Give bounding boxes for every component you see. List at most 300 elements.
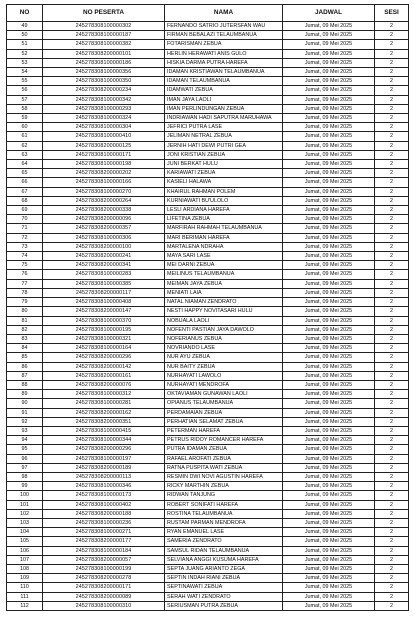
participant-number: 245278308100000281 [43,399,165,408]
schedule-date: Jumat, 09 Mei 2025 [283,500,375,509]
row-number: 103 [7,518,43,527]
row-number: 82 [7,325,43,334]
table-row [7,509,409,518]
schedule-date: Jumat, 09 Mei 2025 [283,482,375,491]
table-row [7,482,409,491]
table-row [7,22,409,31]
participant-number: 245278308200000357 [43,224,165,233]
session-number: 2 [375,160,409,169]
row-number: 81 [7,316,43,325]
table-row [7,472,409,481]
row-number: 93 [7,426,43,435]
participant-number: 245278308100000283 [43,270,165,279]
session-number: 2 [375,436,409,445]
session-number: 2 [375,298,409,307]
participant-name: MEILINUS TELAUMBANUA [165,270,283,279]
session-number: 2 [375,104,409,113]
table-row [7,390,409,399]
schedule-date: Jumat, 09 Mei 2025 [283,583,375,592]
participant-number: 245278308100000312 [43,390,165,399]
header-jadwal: JADWAL [283,5,375,22]
participant-name: MENIATI LAIA [165,288,283,297]
row-number: 79 [7,298,43,307]
participant-number: 245278308200000162 [43,408,165,417]
row-number: 71 [7,224,43,233]
participant-number: 245278308200000241 [43,252,165,261]
session-number: 2 [375,592,409,601]
participant-name: MEI DARNI ZEBUA [165,261,283,270]
schedule-date: Jumat, 09 Mei 2025 [283,279,375,288]
participant-name: RATNA PUSPITA WATI ZEBUA [165,463,283,472]
row-number: 58 [7,104,43,113]
participant-name: IDAMAN TELAUMBANUA [165,77,283,86]
table-row [7,316,409,325]
session-number: 2 [375,196,409,205]
participant-number: 245278308200000117 [43,288,165,297]
schedule-date: Jumat, 09 Mei 2025 [283,233,375,242]
table-row [7,261,409,270]
participant-number: 245278308200000147 [43,307,165,316]
participant-number: 245278308100000166 [43,178,165,187]
table-row [7,242,409,251]
session-number: 2 [375,187,409,196]
participant-name: NATAL NIAMAN ZENDRATO [165,298,283,307]
session-number: 2 [375,445,409,454]
row-number: 100 [7,491,43,500]
table-row [7,583,409,592]
participant-number: 245278308100000197 [43,454,165,463]
participant-number: 245278308100000344 [43,436,165,445]
table-row [7,279,409,288]
participant-number: 245278308100000186 [43,58,165,67]
table-row [7,601,409,610]
participant-number: 245278308100000356 [43,68,165,77]
table-row [7,206,409,215]
session-number: 2 [375,77,409,86]
schedule-date: Jumat, 09 Mei 2025 [283,518,375,527]
row-number: 65 [7,169,43,178]
participant-number: 245278308200000264 [43,196,165,205]
schedule-date: Jumat, 09 Mei 2025 [283,298,375,307]
session-number: 2 [375,362,409,371]
schedule-date: Jumat, 09 Mei 2025 [283,224,375,233]
participant-number: 245278308200000113 [43,472,165,481]
participant-number: 245278308100000199 [43,564,165,573]
table-row [7,454,409,463]
participant-name: ROBERT SONIFATI HAREFA [165,500,283,509]
participant-name: PUTRA IDAMAN ZEBUA [165,445,283,454]
schedule-date: Jumat, 09 Mei 2025 [283,307,375,316]
schedule-date: Jumat, 09 Mei 2025 [283,40,375,49]
table-row [7,187,409,196]
participant-roster-sheet [6,4,408,611]
schedule-date: Jumat, 09 Mei 2025 [283,537,375,546]
schedule-date: Jumat, 09 Mei 2025 [283,380,375,389]
row-number: 110 [7,583,43,592]
participant-name: KARIAWATI ZEBUA [165,169,283,178]
session-number: 2 [375,22,409,31]
table-row [7,31,409,40]
participant-number: 245278308200000161 [43,371,165,380]
session-number: 2 [375,334,409,343]
session-number: 2 [375,463,409,472]
participant-name: NOFENTI PASTIAN JAYA DAWOLO [165,325,283,334]
schedule-date: Jumat, 09 Mei 2025 [283,242,375,251]
schedule-date: Jumat, 09 Mei 2025 [283,325,375,334]
session-number: 2 [375,491,409,500]
row-number: 88 [7,380,43,389]
row-number: 106 [7,546,43,555]
schedule-date: Jumat, 09 Mei 2025 [283,564,375,573]
participant-number: 245278308200000057 [43,555,165,564]
participant-name: ROSTINA TELAUMBANUA [165,509,283,518]
participant-number: 245278308200000096 [43,215,165,224]
table-row [7,150,409,159]
schedule-date: Jumat, 09 Mei 2025 [283,22,375,31]
schedule-date: Jumat, 09 Mei 2025 [283,362,375,371]
schedule-date: Jumat, 09 Mei 2025 [283,592,375,601]
table-row [7,160,409,169]
participant-number: 245278308100000302 [43,22,165,31]
table-row [7,463,409,472]
table-row [7,555,409,564]
row-number: 94 [7,436,43,445]
participant-name: JONI KRISTIAN ZEBUA [165,150,283,159]
session-number: 2 [375,307,409,316]
participant-name: SAMERIA ZENDRATO [165,537,283,546]
schedule-date: Jumat, 09 Mei 2025 [283,150,375,159]
session-number: 2 [375,417,409,426]
row-number: 69 [7,206,43,215]
schedule-date: Jumat, 09 Mei 2025 [283,114,375,123]
row-number: 67 [7,187,43,196]
session-number: 2 [375,95,409,104]
row-number: 105 [7,537,43,546]
header-peserta: NO PESERTA [43,5,165,22]
table-row [7,252,409,261]
participant-name: LIFETINA ZEBUA [165,215,283,224]
participant-name: RAFAEL AROFATI ZEBUA [165,454,283,463]
session-number: 2 [375,233,409,242]
participant-number: 245278308200000202 [43,169,165,178]
header-nama: NAMA [165,5,283,22]
table-row [7,104,409,113]
participant-number: 245278308200000234 [43,86,165,95]
session-number: 2 [375,169,409,178]
schedule-date: Jumat, 09 Mei 2025 [283,601,375,610]
table-row [7,362,409,371]
row-number: 62 [7,141,43,150]
participant-number: 245278308200000125 [43,141,165,150]
session-number: 2 [375,353,409,362]
row-number: 91 [7,408,43,417]
table-row [7,417,409,426]
schedule-date: Jumat, 09 Mei 2025 [283,491,375,500]
participant-name: NOFERIANUS ZEBUA [165,334,283,343]
session-number: 2 [375,86,409,95]
session-number: 2 [375,141,409,150]
participant-name: PERHATIAN SELAMAT ZEBUA [165,417,283,426]
participant-number: 245278308100000382 [43,40,165,49]
row-number: 83 [7,334,43,343]
session-number: 2 [375,316,409,325]
participant-number: 245278308200000296 [43,445,165,454]
row-number: 73 [7,242,43,251]
row-number: 75 [7,261,43,270]
session-number: 2 [375,472,409,481]
schedule-date: Jumat, 09 Mei 2025 [283,261,375,270]
schedule-date: Jumat, 09 Mei 2025 [283,399,375,408]
participant-name: RIDWAN TANJUNG [165,491,283,500]
participant-name: HISKIA DARMA PUTRA HAREFA [165,58,283,67]
participant-number: 245278308100000171 [43,150,165,159]
row-number: 64 [7,160,43,169]
participant-name: HERLIN HERAWATI ANIS GULO [165,49,283,58]
participant-name: KHAIRUL RAHMAN POLEM [165,187,283,196]
participant-name: SERIUSMAN PUTRA ZEBUA [165,601,283,610]
table-row [7,380,409,389]
schedule-date: Jumat, 09 Mei 2025 [283,426,375,435]
schedule-date: Jumat, 09 Mei 2025 [283,141,375,150]
schedule-date: Jumat, 09 Mei 2025 [283,344,375,353]
schedule-date: Jumat, 09 Mei 2025 [283,334,375,343]
table-row [7,95,409,104]
session-number: 2 [375,325,409,334]
schedule-date: Jumat, 09 Mei 2025 [283,49,375,58]
row-number: 87 [7,371,43,380]
session-number: 2 [375,206,409,215]
participant-table [6,4,409,611]
session-number: 2 [375,454,409,463]
table-row [7,491,409,500]
row-number: 90 [7,399,43,408]
table-row [7,371,409,380]
participant-number: 245278308200000338 [43,206,165,215]
table-row [7,445,409,454]
session-number: 2 [375,583,409,592]
row-number: 78 [7,288,43,297]
schedule-date: Jumat, 09 Mei 2025 [283,528,375,537]
table-row [7,546,409,555]
row-number: 70 [7,215,43,224]
participant-name: SEPTINAWATI ZEBUA [165,583,283,592]
session-number: 2 [375,279,409,288]
participant-name: RESMIN DWI NOVI AGUSTIN HAREFA [165,472,283,481]
schedule-date: Jumat, 09 Mei 2025 [283,574,375,583]
session-number: 2 [375,49,409,58]
row-number: 53 [7,58,43,67]
table-row [7,114,409,123]
row-number: 84 [7,344,43,353]
session-number: 2 [375,380,409,389]
participant-number: 245278308100000350 [43,77,165,86]
session-number: 2 [375,574,409,583]
row-number: 98 [7,472,43,481]
table-row [7,68,409,77]
schedule-date: Jumat, 09 Mei 2025 [283,353,375,362]
session-number: 2 [375,224,409,233]
row-number: 85 [7,353,43,362]
participant-name: INDRIAWAN HADI SAPUTRA MARUHAWA [165,114,283,123]
row-number: 109 [7,574,43,583]
schedule-date: Jumat, 09 Mei 2025 [283,371,375,380]
table-row [7,233,409,242]
session-number: 2 [375,242,409,251]
participant-name: OPIANUS TELAUMBANUA [165,399,283,408]
participant-number: 245278308200000142 [43,362,165,371]
row-number: 112 [7,601,43,610]
session-number: 2 [375,564,409,573]
row-number: 61 [7,132,43,141]
schedule-date: Jumat, 09 Mei 2025 [283,454,375,463]
session-number: 2 [375,58,409,67]
participant-name: IMAN JAYA LAOLI [165,95,283,104]
row-number: 49 [7,22,43,31]
participant-number: 245278308200000177 [43,537,165,546]
participant-name: NURHAYATI LAWOLO [165,371,283,380]
participant-number: 245278308100000342 [43,95,165,104]
session-number: 2 [375,528,409,537]
row-number: 107 [7,555,43,564]
participant-number: 245278308100000173 [43,491,165,500]
table-row [7,141,409,150]
participant-name: FIRMAN BEBALAZI TELAUMBANUA [165,31,283,40]
row-number: 96 [7,454,43,463]
participant-number: 245278308100000310 [43,601,165,610]
row-number: 76 [7,270,43,279]
participant-number: 245278308200000171 [43,583,165,592]
schedule-date: Jumat, 09 Mei 2025 [283,215,375,224]
participant-name: MAYA SARI LASE [165,252,283,261]
participant-name: SERAH WATI ZENDRATO [165,592,283,601]
row-number: 99 [7,482,43,491]
session-number: 2 [375,426,409,435]
participant-number: 245278308100000410 [43,132,165,141]
schedule-date: Jumat, 09 Mei 2025 [283,206,375,215]
session-number: 2 [375,500,409,509]
row-number: 74 [7,252,43,261]
schedule-date: Jumat, 09 Mei 2025 [283,436,375,445]
participant-name: RUSTAM PARMAN MENDROFA [165,518,283,527]
participant-number: 245278308100000306 [43,233,165,242]
table-row [7,77,409,86]
row-number: 66 [7,178,43,187]
schedule-date: Jumat, 09 Mei 2025 [283,288,375,297]
participant-name: JELIMAN NETRAL ZEBUA [165,132,283,141]
participant-name: NUR AYU ZEBUA [165,353,283,362]
table-row [7,178,409,187]
schedule-date: Jumat, 09 Mei 2025 [283,187,375,196]
table-row [7,132,409,141]
participant-name: PETERMAN HAREFA [165,426,283,435]
row-number: 68 [7,196,43,205]
row-number: 77 [7,279,43,288]
row-number: 50 [7,31,43,40]
header-no: NO [7,5,43,22]
participant-name: MARFIRAH RAHMAH TELAUMBANUA [165,224,283,233]
participant-number: 245278308200000100 [43,242,165,251]
participant-name: OKTAVIAMAN GUNAWAN LAOLI [165,390,283,399]
participant-number: 245278308100000270 [43,187,165,196]
participant-number: 245278308200000189 [43,463,165,472]
participant-number: 245278308200000076 [43,380,165,389]
participant-number: 245278308100000370 [43,316,165,325]
session-number: 2 [375,68,409,77]
table-row [7,518,409,527]
row-number: 59 [7,114,43,123]
session-number: 2 [375,132,409,141]
session-number: 2 [375,390,409,399]
row-number: 54 [7,68,43,77]
participant-name: MEIMAN JAYA ZEBUA [165,279,283,288]
schedule-date: Jumat, 09 Mei 2025 [283,160,375,169]
row-number: 89 [7,390,43,399]
table-row [7,436,409,445]
participant-name: KURNIAWATI BU'ULOLO [165,196,283,205]
header-row [7,5,409,22]
schedule-date: Jumat, 09 Mei 2025 [283,546,375,555]
table-row [7,196,409,205]
schedule-date: Jumat, 09 Mei 2025 [283,252,375,261]
row-number: 55 [7,77,43,86]
table-row [7,270,409,279]
participant-name: SAMSUL RIDAN TELAUMBANUA [165,546,283,555]
schedule-date: Jumat, 09 Mei 2025 [283,77,375,86]
participant-number: 245278308100000293 [43,104,165,113]
table-row [7,215,409,224]
row-number: 104 [7,528,43,537]
table-row [7,334,409,343]
table-row [7,564,409,573]
participant-name: JEFRICI PUTRA LASE [165,123,283,132]
participant-name: NOBUALA LAOLI [165,316,283,325]
participant-name: FOTARISMAN ZEBUA [165,40,283,49]
participant-name: SELVIANA ANGGI KUSUMA HAREFA [165,555,283,564]
session-number: 2 [375,546,409,555]
participant-name: PERDAMAIAN ZEBUA [165,408,283,417]
participant-name: NUR BAITY ZEBUA [165,362,283,371]
row-number: 86 [7,362,43,371]
schedule-date: Jumat, 09 Mei 2025 [283,95,375,104]
participant-number: 245278308200000351 [43,417,165,426]
row-number: 95 [7,445,43,454]
participant-name: NESTI HAPPY NOVITASARI HULU [165,307,283,316]
schedule-date: Jumat, 09 Mei 2025 [283,390,375,399]
session-number: 2 [375,31,409,40]
schedule-date: Jumat, 09 Mei 2025 [283,169,375,178]
table-row [7,528,409,537]
session-number: 2 [375,399,409,408]
schedule-date: Jumat, 09 Mei 2025 [283,509,375,518]
header-sesi: SESI [375,5,409,22]
session-number: 2 [375,261,409,270]
row-number: 52 [7,49,43,58]
schedule-date: Jumat, 09 Mei 2025 [283,316,375,325]
table-row [7,298,409,307]
session-number: 2 [375,371,409,380]
participant-name: IDAMAN KRISTIAWAN TELAUMBANUA [165,68,283,77]
table-row [7,344,409,353]
row-number: 51 [7,40,43,49]
participant-number: 245278308200000278 [43,574,165,583]
session-number: 2 [375,40,409,49]
schedule-date: Jumat, 09 Mei 2025 [283,270,375,279]
participant-name: NURHAYATI MENDROFA [165,380,283,389]
participant-name: IDAMWATI ZEBUA [165,86,283,95]
participant-number: 245278308100000321 [43,334,165,343]
session-number: 2 [375,252,409,261]
participant-number: 245278308100000385 [43,279,165,288]
